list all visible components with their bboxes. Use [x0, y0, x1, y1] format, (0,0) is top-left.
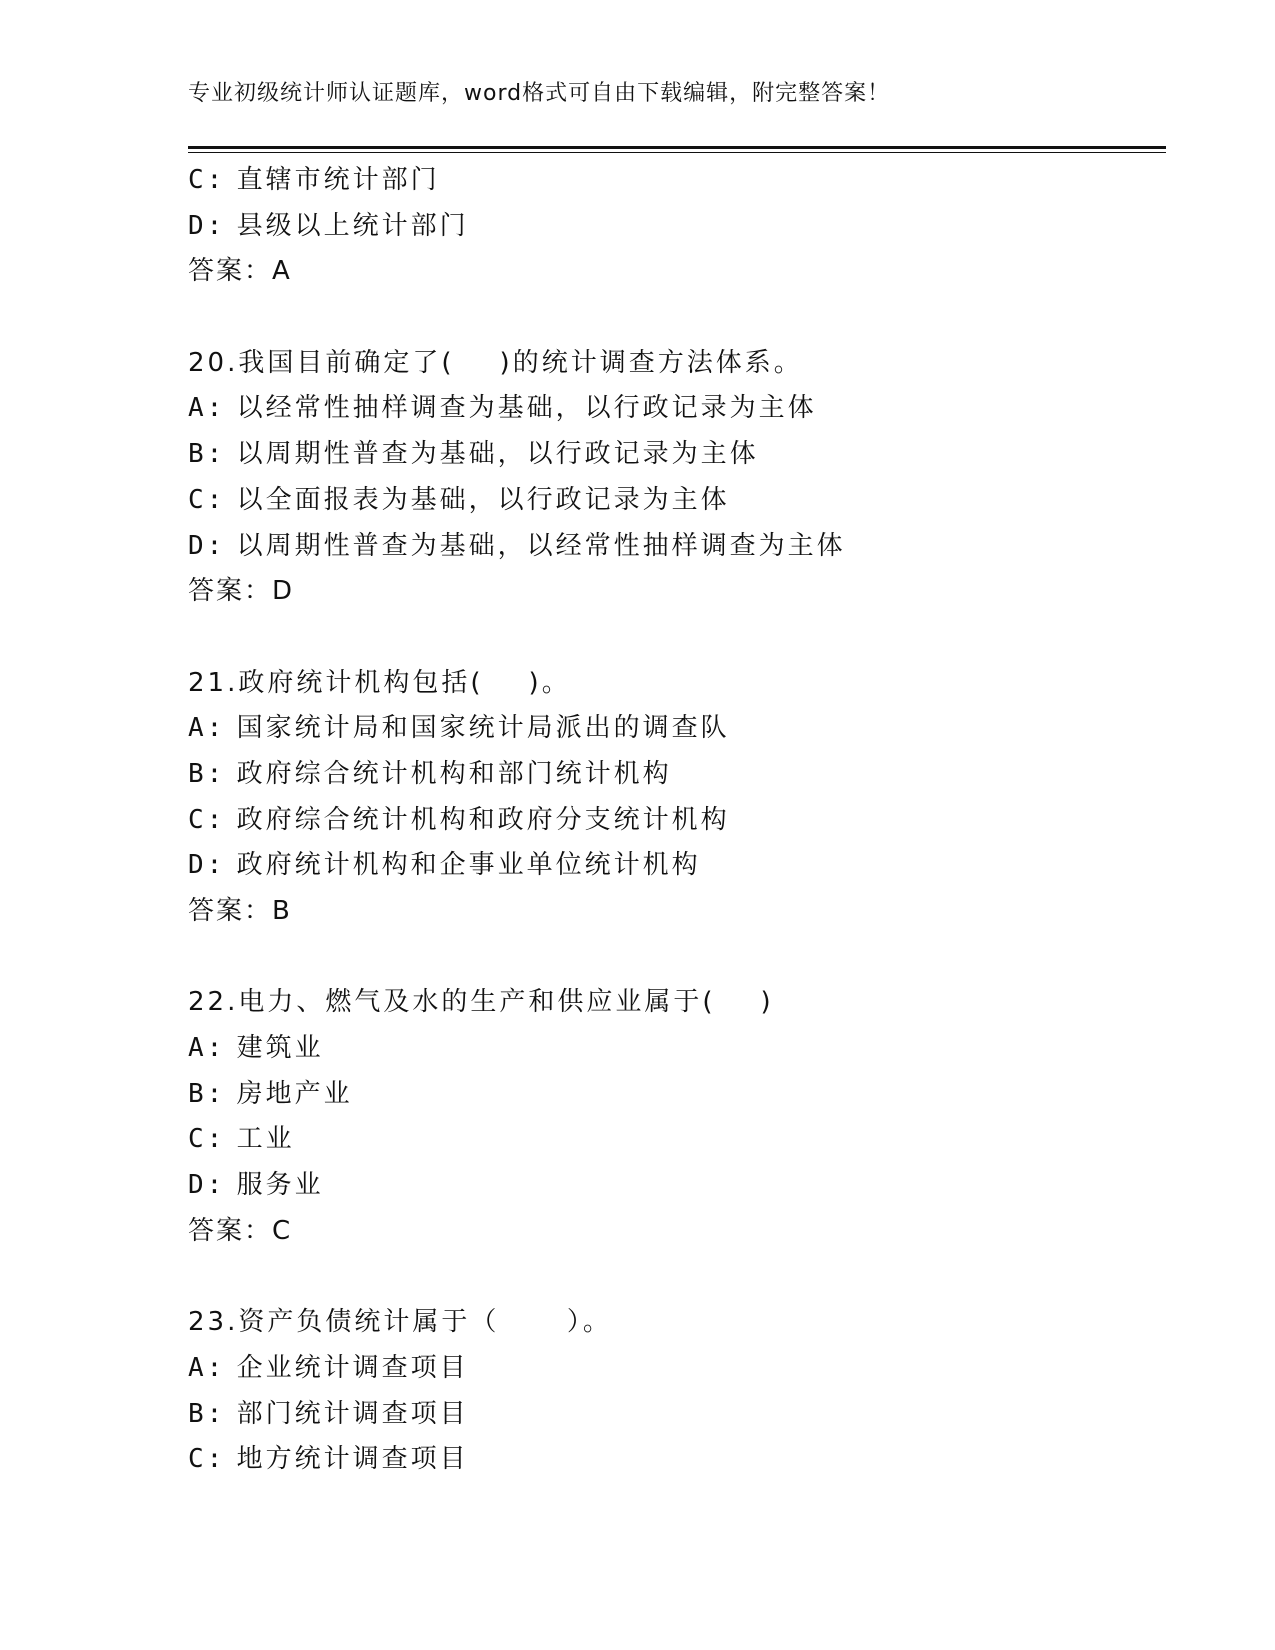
page-header: 专业初级统计师认证题库，word格式可自由下载编辑，附完整答案！ [188, 81, 891, 106]
option-a: A: 建筑业 [188, 1033, 324, 1064]
option-c: C: 直辖市统计部门 [188, 165, 440, 195]
answer-line: 答案：C [188, 1215, 293, 1246]
question-stem: 21.政府统计机构包括( )。 [188, 667, 571, 698]
answer-line: 答案：B [188, 896, 292, 926]
answer-line: 答案：A [188, 256, 292, 287]
option-b: B: 以周期性普查为基础，以行政记录为主体 [188, 439, 759, 470]
question-content [188, 158, 1168, 1483]
option-c: C: 地方统计调查项目 [188, 1444, 469, 1475]
option-d: D: 服务业 [188, 1170, 324, 1201]
option-d: D: 政府统计机构和企事业单位统计机构 [188, 850, 701, 881]
option-c: C: 以全面报表为基础，以行政记录为主体 [188, 484, 730, 515]
question-stem: 23.资产负债统计属于（ ）。 [188, 1307, 612, 1338]
question-stem: 20.我国目前确定了( )的统计调查方法体系。 [188, 347, 803, 378]
option-c: C: 政府综合统计机构和政府分支统计机构 [188, 804, 730, 835]
question-stem: 22.电力、燃气及水的生产和供应业属于( ) [188, 987, 774, 1018]
option-b: B: 政府综合统计机构和部门统计机构 [188, 758, 672, 789]
option-a: A: 以经常性抽样调查为基础，以行政记录为主体 [188, 393, 817, 424]
option-b: B: 房地产业 [188, 1078, 353, 1109]
option-d: D: 县级以上统计部门 [188, 210, 469, 241]
option-d: D: 以周期性普查为基础，以经常性抽样调查为主体 [188, 530, 846, 561]
option-b: B: 部门统计调查项目 [188, 1398, 469, 1429]
option-a: A: 企业统计调查项目 [188, 1352, 469, 1383]
header-divider-thin [188, 152, 1166, 153]
header-divider-thick [188, 146, 1166, 149]
option-c: C: 工业 [188, 1124, 295, 1155]
answer-line: 答案：D [188, 576, 295, 607]
option-a: A: 国家统计局和国家统计局派出的调查队 [188, 713, 730, 744]
